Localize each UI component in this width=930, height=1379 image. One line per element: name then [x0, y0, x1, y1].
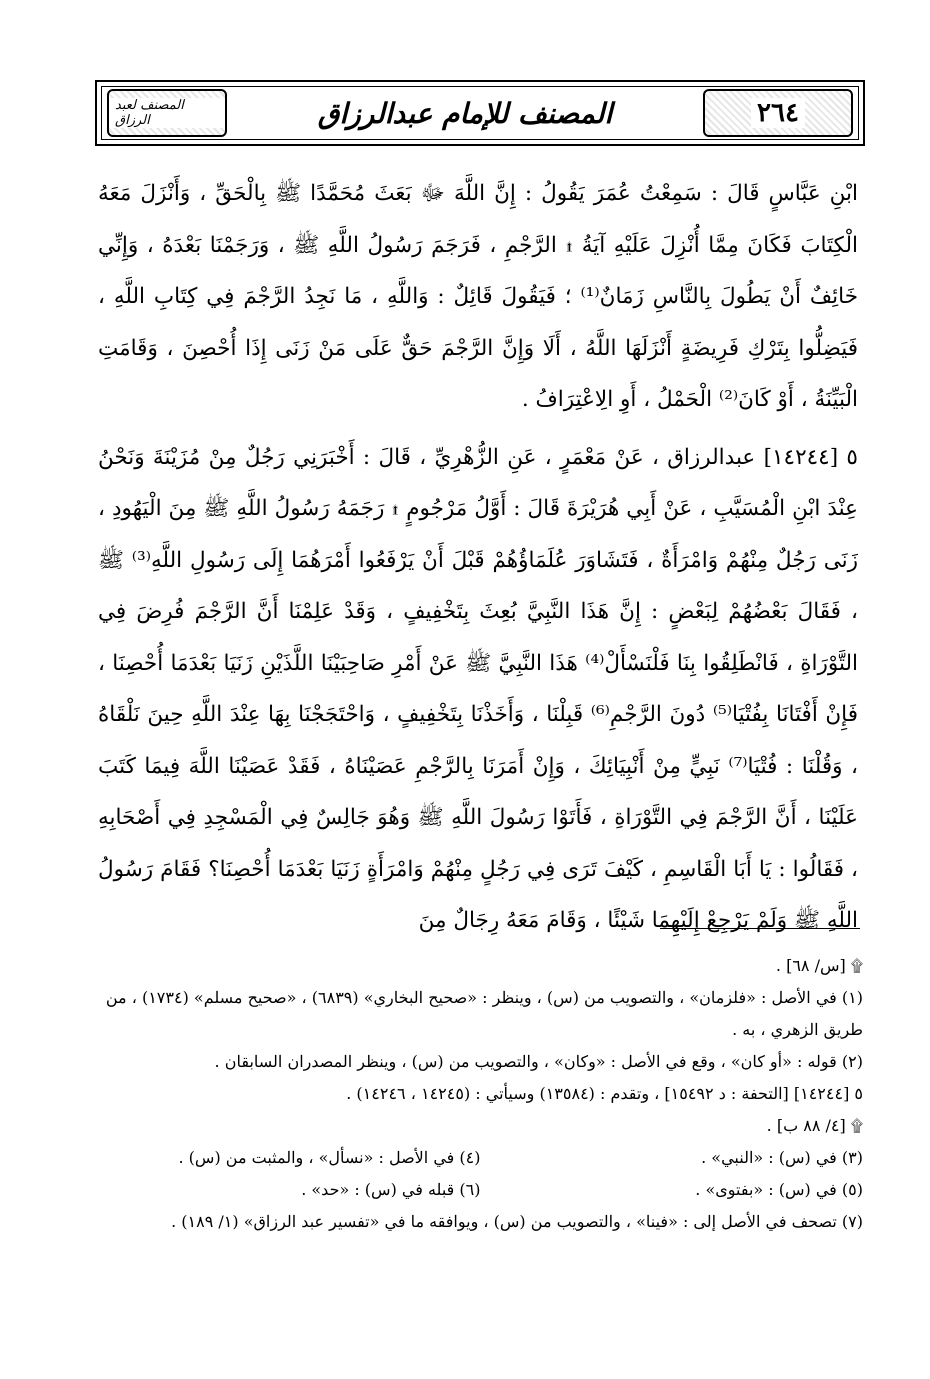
- footnote-5: (٥) في (س) : «بفتوى» .: [695, 1180, 863, 1199]
- page-number-badge: [703, 89, 853, 137]
- page-header: [95, 80, 865, 146]
- page-marker-1: ۩ [س/ ٦٨] .: [775, 956, 863, 975]
- footnote-6: (٦) قبله في (س) : «حد» .: [301, 1180, 481, 1199]
- logo-text: المصنف لعبد الرزاق: [109, 98, 225, 128]
- footnote-3: (٣) في (س) : «النبي» .: [701, 1148, 863, 1167]
- footnote-2: (٢) قوله : «أو كان» ، وقع في الأصل : «وكان» ، والتصويب من (س) ، وينظر المصدران السابقان .: [214, 1052, 863, 1071]
- paragraph-2: ٥ [١٤٢٤٤] عبدالرزاق ، عَنْ مَعْمَرٍ ، عَنِ الزُّهْرِيِّ ، قَالَ : أَخْبَرَنِي رَجُلٌ مِنْ مُزَيْنَةَ وَنَحْنُ عِنْدَ ابْنِ الْمُسَيَّبِ ، عَنْ أَبِي هُرَيْرَةَ قَالَ : أَوَّلُ مَرْجُومٍ ۩ رَجَمَهُ رَسُولُ اللَّهِ ﷺ مِنَ الْيَهُودِ ، زَنَى رَجُلٌ مِنْهُمْ وَامْرَأَةٌ ، فَتَشَاوَرَ عُلَمَاؤُهُمْ قَبْلَ أَنْ يَرْفَعُوا أَمْرَهُمَا إِلَى رَسُولِ اللَّهِ⁽³⁾ ﷺ ، فَقَالَ بَعْضُهُمْ لِبَعْضٍ : إِنَّ هَذَا النَّبِيَّ بُعِثَ بِتَخْفِيفٍ ، وَقَدْ عَلِمْنَا أَنَّ الرَّجْمَ فُرِضَ فِي التَّوْرَاةِ ، فَانْطَلِقُوا بِنَا فَلْنَسْأَلْ⁽⁴⁾ هَذَا النَّبِيَّ ﷺ عَنْ أَمْرِ صَاحِبَيْنَا اللَّذَيْنِ زَنَيَا بَعْدَمَا أُحْصِنَا ، فَإِنْ أَفْتَانَا بِفُتْيَا⁽⁵⁾ دُونَ الرَّجْمِ⁽⁶⁾ قَبِلْنَا ، وَأَخَذْنَا بِتَخْفِيفٍ ، وَاحْتَجَجْنَا بِهَا عِنْدَ اللَّهِ حِينَ نَلْقَاهُ ، وَقُلْنَا : فُتْيَا⁽⁷⁾ نَبِيٍّ مِنْ أَنْبِيَائِكَ ، وَإِنْ أَمَرَنَا بِالرَّجْمِ عَصَيْنَاهُ ، فَقَدْ عَصَيْنَا اللَّهَ فِيمَا كَتَبَ عَلَيْنَا ، أَنَّ الرَّجْمَ فِي التَّوْرَاةِ ، فَأَتَوْا رَسُولَ اللَّهِ ﷺ وَهُوَ جَالِسٌ فِي الْمَسْجِدِ فِي أَصْحَابِهِ ، فَقَالُوا : يَا أَبَا الْقَاسِمِ ، كَيْفَ تَرَى فِي رَجُلٍ مِنْهُمْ وَامْرَأَةٍ زَنَيَا بَعْدَمَا أُحْصِنَا؟ فَقَامَ رَسُولُ اللَّهِ ﷺ وَلَمْ يَرْجِعْ إِلَيْهِمَا شَيْئًا ، وَقَامَ مَعَهُ رِجَالٌ مِنَ: [98, 444, 859, 933]
- page-number: ٢٦٤: [751, 98, 805, 128]
- footnote-row-5-6: [98, 1174, 863, 1206]
- footnote-7: (٧) تصحف في الأصل إلى : «فينا» ، والتصويب من (س) ، ويوافقه ما في «تفسير عبد الرزاق» (١/ ١٨٩) .: [171, 1212, 863, 1231]
- book-logo: [107, 89, 227, 137]
- footnotes: [98, 950, 863, 1238]
- main-text: [98, 168, 858, 953]
- page-marker-2: ۩ [٤/ ٨٨ ب] .: [766, 1116, 863, 1135]
- footnote-1: (١) في الأصل : «فلزمان» ، والتصويب من (س) ، وينظر : «صحيح البخاري» (٦٨٣٩) ، «صحيح مسلم» (١٧٣٤) ، من طريق الزهري ، به .: [105, 988, 863, 1039]
- footnote-row-3-4: [98, 1142, 863, 1174]
- footnote-4: (٤) في الأصل : «نسأل» ، والمثبت من (س) .: [178, 1148, 481, 1167]
- takhrij-note: ٥ [١٤٢٤٤] [التحفة : د ١٥٤٩٢] ، وتقدم : (١٣٥٨٤) وسيأتي : (١٤٢٤٥ ، ١٤٢٤٦) .: [346, 1084, 863, 1103]
- footnote-divider: [660, 928, 860, 929]
- book-title: المصنف للإمام عبدالرزاق: [317, 96, 613, 130]
- paragraph-1: ابْنِ عَبَّاسٍ قَالَ : سَمِعْتُ عُمَرَ يَقُولُ : إِنَّ اللَّهَ ﷻ بَعَثَ مُحَمَّدًا ﷺ بِالْحَقِّ ، وَأَنْزَلَ مَعَهُ الْكِتَابَ فَكَانَ مِمَّا أُنْزِلَ عَلَيْهِ آيَةُ ۩ الرَّجْمِ ، فَرَجَمَ رَسُولُ اللَّهِ ﷺ ، وَرَجَمْنَا بَعْدَهُ ، وَإِنِّي خَائِفٌ أَنْ يَطُولَ بِالنَّاسِ زَمَانٌ⁽¹⁾ ؛ فَيَقُولَ قَائِلٌ : وَاللَّهِ ، مَا نَجِدُ الرَّجْمَ فِي كِتَابِ اللَّهِ ، فَيَضِلُّوا بِتَرْكِ فَرِيضَةٍ أَنْزَلَهَا اللَّهُ ، أَلَا وَإِنَّ الرَّجْمَ حَقٌّ عَلَى مَنْ زَنَى إِذَا أُحْصِنَ ، وَقَامَتِ الْبَيِّنَةُ ، أَوْ كَانَ⁽²⁾ الْحَمْلُ ، أَوِ الِاعْتِرَافُ .: [98, 181, 858, 412]
